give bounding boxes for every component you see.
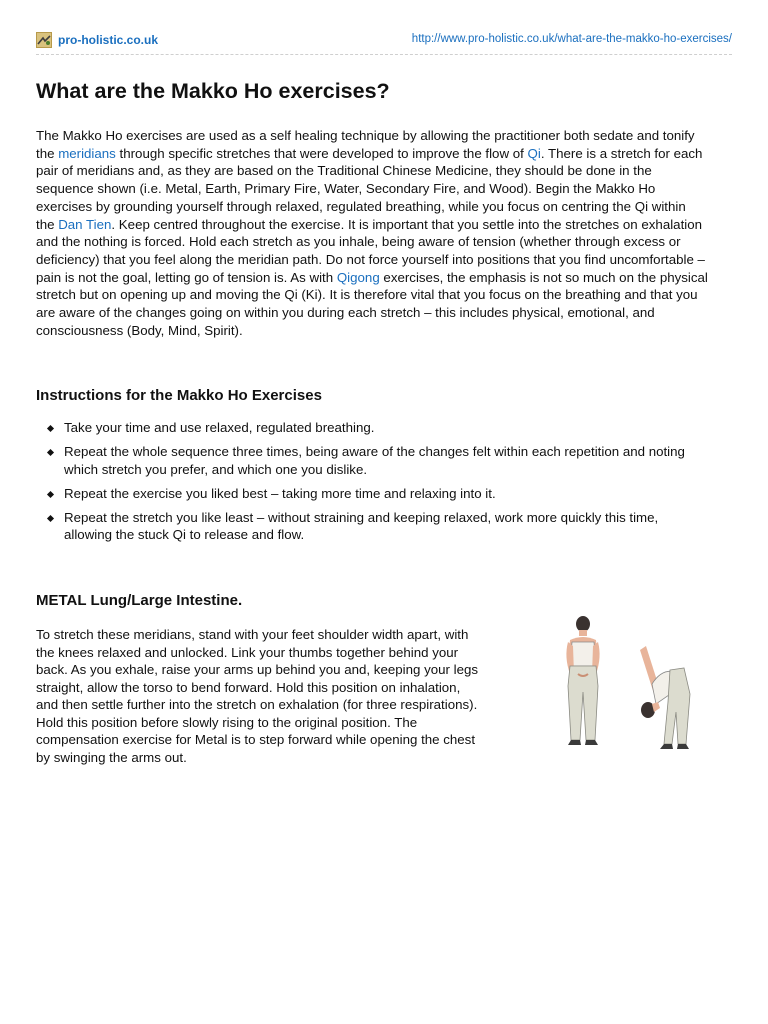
intro-line: and the nothing is forced. Hold each stretch as you inhale, being aware of tension (whether through excess or: [36, 234, 681, 250]
metal-heading: METAL Lung/Large Intestine.: [36, 592, 243, 609]
list-item-text: Take your time and use relaxed, regulated breathing.: [64, 420, 375, 435]
metal-line: back. As you exhale, raise your arms up behind you and, keeping your legs: [36, 662, 479, 677]
list-item: [36, 485, 732, 503]
intro-text: pain is not the goal, letting go of tension is. As with: [36, 269, 337, 285]
intro-text: . There is a stretch for each: [540, 145, 703, 161]
site-link[interactable]: [36, 32, 158, 48]
bullet-icon: [47, 490, 54, 497]
metal-line: straight, allow the torso to bend forward. Hold this position on inhalation,: [36, 679, 461, 695]
site-favicon-icon: [36, 32, 52, 48]
metal-line: Hold this position before slowly rising to the original position. The: [36, 714, 418, 730]
metal-line: To stretch these meridians, stand with your feet shoulder width apart, with: [36, 627, 469, 642]
intro-line: [36, 216, 732, 234]
list-item-text: Repeat the stretch you like least – without straining and keeping relaxed, work more quickly this time,: [64, 509, 659, 525]
metal-paragraph: [36, 626, 506, 766]
qi-link[interactable]: Qi: [527, 145, 541, 161]
intro-line: exercises by grounding yourself through relaxed, regulated breathing, while you focus on centring the Qi within: [36, 198, 686, 214]
intro-line: consciousness (Body, Mind, Spirit).: [36, 322, 243, 338]
standing-figure: [566, 616, 599, 745]
metal-line: the knees relaxed and unlocked. Link your thumbs together behind your: [36, 644, 459, 660]
bullet-icon: [47, 449, 54, 456]
dan-tien-link[interactable]: Dan Tien: [58, 216, 112, 232]
intro-text: exercises, the emphasis is not so much on the physical: [379, 269, 708, 285]
header-divider: [36, 54, 732, 55]
site-name[interactable]: pro-holistic.co.uk: [58, 33, 159, 47]
list-item-text: which stretch you prefer, and which one you dislike.: [64, 461, 368, 477]
instructions-list: [36, 419, 732, 550]
meridians-link[interactable]: meridians: [58, 145, 116, 161]
intro-line: stretch but on opening up and moving the Qi (Ki). It is therefore vital that you focus on the breathing and that you: [36, 287, 698, 303]
qigong-link[interactable]: Qigong: [336, 269, 380, 285]
intro-text: the: [36, 216, 59, 232]
bending-figure: [640, 646, 690, 749]
metal-stretch-illustration: [548, 612, 698, 757]
metal-line: and then settle further into the stretch on exhalation (for three respirations).: [36, 697, 478, 712]
metal-line: by swinging the arms out.: [36, 749, 187, 765]
intro-line: are aware of the changes going on within you during each stretch – this includes physical, emotional, and: [36, 305, 655, 321]
page-title: What are the Makko Ho exercises?: [36, 79, 390, 103]
list-item: [36, 443, 732, 478]
bullet-icon: [47, 425, 54, 432]
page-header: [36, 32, 732, 52]
list-item: [36, 509, 732, 544]
intro-line: sequence shown (i.e. Metal, Earth, Primary Fire, Water, Secondary Fire, and Wood). Begin the Makko Ho: [36, 181, 656, 197]
bullet-icon: [47, 514, 54, 521]
list-item: [36, 419, 732, 437]
instructions-heading: Instructions for the Makko Ho Exercises: [36, 387, 322, 404]
intro-line: The Makko Ho exercises are used as a self healing technique by allowing the practitioner both sedate and tonify: [36, 128, 695, 143]
intro-line: pair of meridians and, as they are based on the Traditional Chinese Medicine, they should be done in the: [36, 163, 652, 179]
intro-line: deficiency) that you feel along the meridian path. Do not force yourself into positions that you find uncomfortable –: [36, 251, 705, 267]
intro-line: [36, 269, 732, 287]
list-item-text: Repeat the whole sequence three times, being aware of the changes felt within each repetition and noting: [64, 444, 685, 459]
list-item-text: Repeat the exercise you liked best – taking more time and relaxing into it.: [64, 485, 496, 501]
metal-line: compensation exercise for Metal is to step forward while opening the chest: [36, 732, 476, 747]
intro-text: through specific stretches that were developed to improve the flow of: [115, 145, 528, 161]
list-item-text: allowing the stuck Qi to release and flow.: [64, 527, 305, 542]
intro-text: . Keep centred throughout the exercise. It is important that you settle into the stretches on exhalation: [111, 216, 703, 232]
intro-line: [36, 145, 732, 163]
intro-paragraph: [36, 127, 732, 339]
intro-text: the: [36, 145, 59, 161]
page-url[interactable]: http://www.pro-holistic.co.uk/what-are-the-makko-ho-exercises/: [411, 33, 732, 45]
